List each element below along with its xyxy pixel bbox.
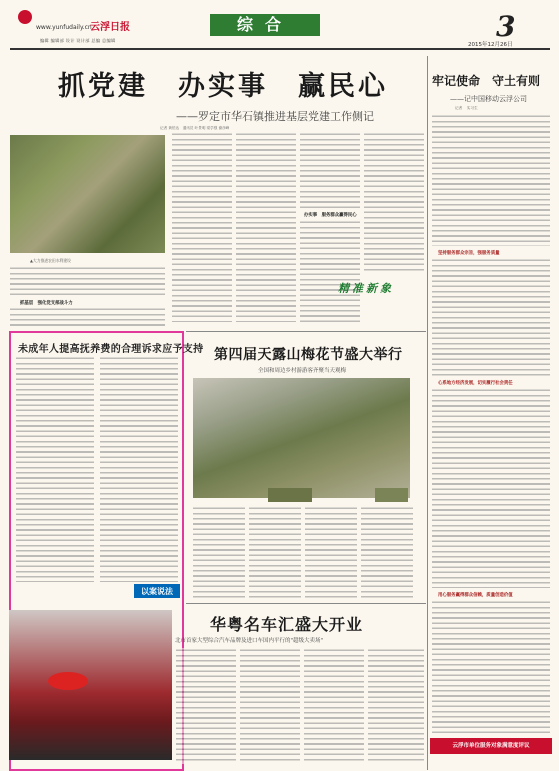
- lead-body-text: [10, 266, 165, 296]
- car-article-subtitle: 北市首家大型综合汽车品牌及进口车国内平行的"超级大卖场": [175, 638, 324, 644]
- car-article-title: 华粤名车汇盛大开业: [210, 615, 364, 634]
- car-body-text: [240, 648, 300, 764]
- lead-byline: 记者 黄伯达 通讯员 叶景明 梁学强 谢彦峰: [160, 126, 230, 130]
- photo-caption: ▲大力推进农田水利建设: [30, 258, 71, 263]
- column-divider: [427, 56, 428, 770]
- decorative-stamp: 精准新象: [338, 282, 394, 295]
- lead-body-text: [300, 220, 360, 322]
- lead-subhead: ——罗定市华石镇推进基层党建工作侧记: [176, 110, 374, 123]
- opinion-body-text: [100, 356, 178, 582]
- sidebar-body-text: [432, 600, 550, 734]
- plum-festival-photo: [193, 378, 410, 498]
- lead-body-text: [300, 132, 360, 208]
- masthead-divider: [10, 48, 550, 50]
- plum-body-text: [361, 506, 413, 598]
- farm-irrigation-photo: [10, 135, 165, 253]
- sidebar-subhead-2: 心系地方经济发展，切实履行社会责任: [438, 381, 513, 386]
- sidebar-body-text: [432, 258, 550, 376]
- car-body-text: [368, 648, 424, 764]
- lead-body-text: [172, 132, 232, 322]
- plum-body-text: [193, 506, 245, 598]
- plum-festival-photo-small: [268, 488, 312, 502]
- lead-headline: 抓党建 办实事 赢民心: [58, 71, 388, 102]
- sidebar-body-text: [432, 388, 550, 588]
- sidebar-body-text: [432, 114, 550, 246]
- sidebar-subtitle: ——记中国移动云浮公司: [450, 95, 527, 103]
- sidebar-subhead-1: 坚持服务群众宗旨，强服务质量: [438, 251, 500, 256]
- lead-subhead-1: 抓基层 强化党支部战斗力: [20, 301, 73, 306]
- section-divider: [186, 603, 426, 604]
- sidebar-byline: 记者 实习生: [455, 106, 478, 110]
- bottom-banner: 云浮市单位服务对象满意度评议: [430, 738, 552, 754]
- sidebar-title: 牢记使命 守土有则: [432, 74, 541, 88]
- lead-body-text: [236, 132, 296, 322]
- plum-festival-photo-small: [375, 488, 408, 502]
- ribbon-bow-icon: [48, 672, 88, 690]
- lead-body-text: [10, 307, 165, 329]
- site-url[interactable]: www.yunfudaily.cn: [36, 24, 92, 31]
- car-body-text: [304, 648, 364, 764]
- issue-date: 2015年12月26日: [468, 42, 513, 48]
- car-launch-photo: [9, 610, 172, 760]
- plum-festival-title: 第四届天露山梅花节盛大举行: [214, 347, 403, 363]
- newspaper-name: 云浮日报: [90, 22, 130, 33]
- car-body-text: [176, 648, 236, 764]
- lead-body-text: [364, 132, 424, 272]
- newspaper-logo-icon: [18, 10, 32, 24]
- section-title: 综合: [210, 14, 320, 36]
- section-divider: [186, 331, 426, 332]
- opinion-body-text: [16, 356, 94, 582]
- plum-body-text: [305, 506, 357, 598]
- plum-body-text: [249, 506, 301, 598]
- sidebar-subhead-3: 用心服务赢得群众信赖，质量创造价值: [438, 593, 513, 598]
- editor-credits: 编辑 编辑部 设计 设计部 总编 总编辑: [40, 38, 116, 43]
- lead-subhead-2: 办实事 服务群众赢得民心: [304, 213, 357, 218]
- opinion-title: 未成年人提高抚养费的合理诉求应予支持: [18, 344, 204, 355]
- opinion-tag: 以案说法: [134, 584, 180, 598]
- plum-festival-subtitle: 全国和周边乡村游游客齐聚当天观梅: [258, 368, 347, 374]
- page-number: 3: [496, 10, 516, 43]
